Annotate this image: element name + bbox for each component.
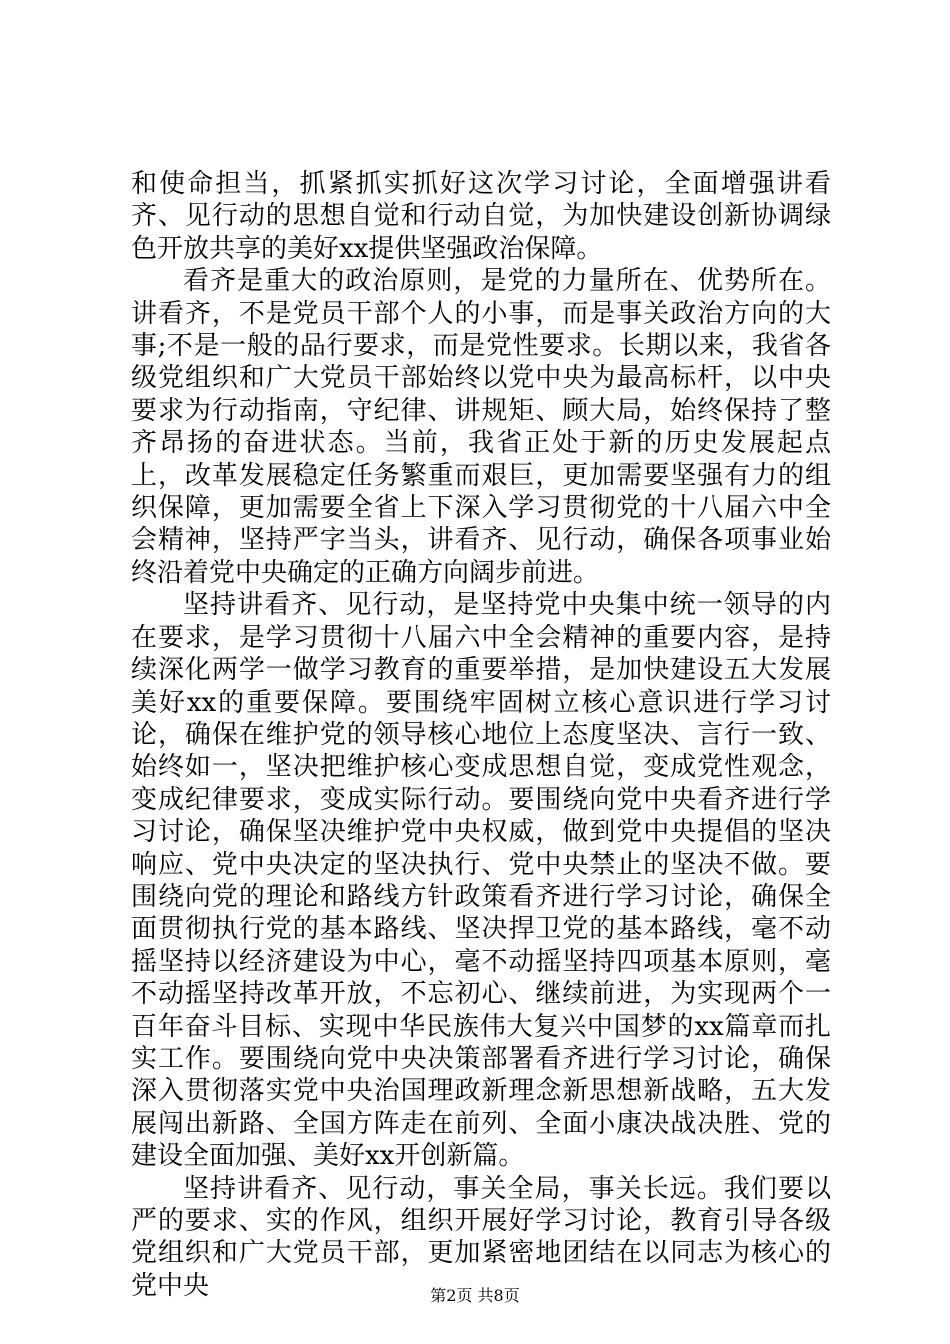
paragraph-2: 看齐是重大的政治原则，是党的力量所在、优势所在。讲看齐，不是党员干部个人的小事，而是事关政治方向的大事;不是一般的品行要求，而是党性要求。长期以来，我省各级党组织和广大党员干部始终以党中央为最高标杆，以中央要求为行动指南，守纪律、讲规矩、顾大局，始终保持了整齐昂扬的奋进状态。当前，我省正处于新的历史发展起点上，改革发展稳定任务繁重而艰巨，更加需要坚强有力的组织保障，更加需要全省上下深入学习贯彻党的十八届六中全会精神，坚持严字当头，讲看齐、见行动，确保各项事业始终沿着党中央确定的正确方向阔步前进。 [131,266,831,588]
paragraph-3: 坚持讲看齐、见行动，是坚持党中央集中统一领导的内在要求，是学习贯彻十八届六中全会精神的重要内容，是持续深化两学一做学习教育的重要举措，是加快建设五大发展美好xx的重要保障。要围绕牢固树立核心意识进行学习讨论，确保在维护党的领导核心地位上态度坚决、言行一致、始终如一，坚决把维护核心变成思想自觉，变成党性观念，变成纪律要求，变成实际行动。要围绕向党中央看齐进行学习讨论，确保坚决维护党中央权威，做到党中央提倡的坚决响应、党中央决定的坚决执行、党中央禁止的坚决不做。要围绕向党的理论和路线方针政策看齐进行学习讨论，确保全面贯彻执行党的基本路线、坚决捍卫党的基本路线，毫不动摇坚持以经济建设为中心，毫不动摇坚持四项基本原则，毫不动摇坚持改革开放，不忘初心、继续前进，为实现两个一百年奋斗目标、实现中华民族伟大复兴中国梦的xx篇章而扎实工作。要围绕向党中央决策部署看齐进行学习讨论，确保深入贯彻落实党中央治国理政新理念新思想新战略，五大发展闯出新路、全国方阵走在前列、全面小康决战决胜、党的建设全面加强、美好xx开创新篇。 [131,590,831,1172]
paragraph-1: 和使命担当，抓紧抓实抓好这次学习讨论，全面增强讲看齐、见行动的思想自觉和行动自觉，为加快建设创新协调绿色开放共享的美好xx提供坚强政治保障。 [131,169,831,264]
paragraph-4: 坚持讲看齐、见行动，事关全局，事关长远。我们要以严的要求、实的作风，组织开展好学习讨论，教育引导各级党组织和广大党员干部，更加紧密地团结在以同志为核心的党中央 [131,1173,831,1301]
page-number-footer: 第2页 共8页 [430,1286,520,1305]
document-body [131,168,831,1302]
